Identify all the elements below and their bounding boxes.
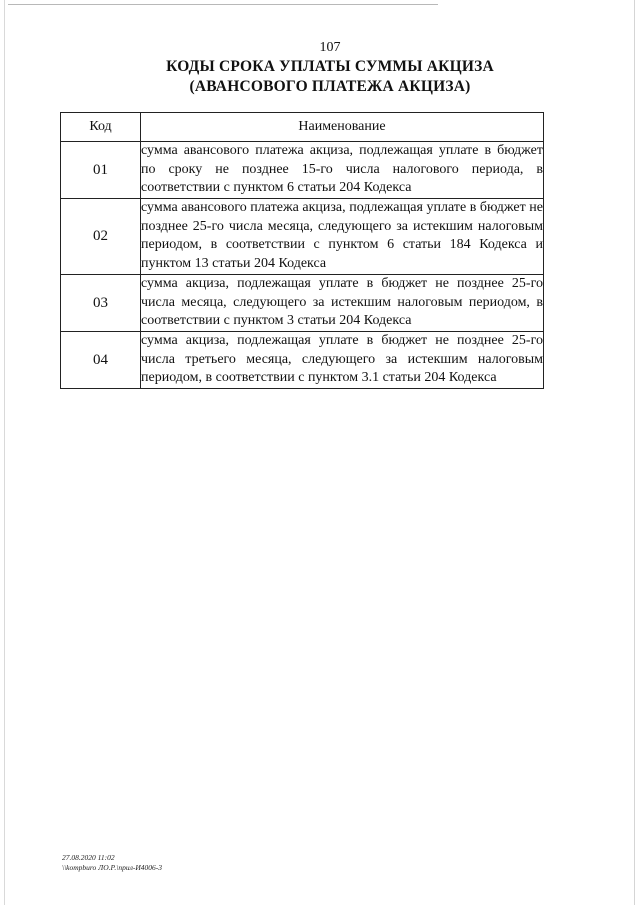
description-cell: сумма акциза, подлежащая уплате в бюджет не позднее 25-го числа третьего месяца, следующего за истекшим налоговым периодом, в соответствии с пунктом 3.1 статьи 204 Кодекса [141,332,544,389]
description-cell: сумма авансового платежа акциза, подлежащая уплате в бюджет по сроку не позднее 15-го числа налогового периода, в соответствии с пунктом 6 статьи 204 Кодекса [141,142,544,199]
page-title-line-2: (АВАНСОВОГО ПЛАТЕЖА АКЦИЗА) [189,78,471,95]
footer-stamp-file: \\kompburo ЛО.Р.\прил-И4006-3 [62,863,163,872]
code-cell: 01 [61,142,141,199]
header-code: Код [61,113,141,142]
page-top-edge [8,4,438,5]
table-row [61,332,544,389]
code-cell: 02 [61,199,141,275]
description-cell: сумма авансового платежа акциза, подлежащая уплате в бюджет не позднее 25-го числа месяца, следующего за истекшим налоговым периодом, в соответствии с пунктом 6 статьи 184 Кодекса и пунктом 13 статьи 204 Кодекса [141,199,544,275]
table-row [61,142,544,199]
page-left-edge [4,0,5,905]
page-right-edge [634,0,635,905]
code-cell: 04 [61,332,141,389]
code-cell: 03 [61,275,141,332]
description-cell: сумма акциза, подлежащая уплате в бюджет не позднее 25-го числа месяца, следующего за истекшим налоговым периодом, в соответствии с пунктом 3 статьи 204 Кодекса [141,275,544,332]
table-row [61,199,544,275]
page-number: 107 [319,40,341,55]
table-header-row [61,113,544,142]
header-name: Наименование [141,113,544,142]
codes-table [60,112,544,389]
footer-stamp-date: 27.08.2020 11:02 [62,853,115,862]
table-row [61,275,544,332]
page-title-line-1: КОДЫ СРОКА УПЛАТЫ СУММЫ АКЦИЗА [166,58,494,75]
